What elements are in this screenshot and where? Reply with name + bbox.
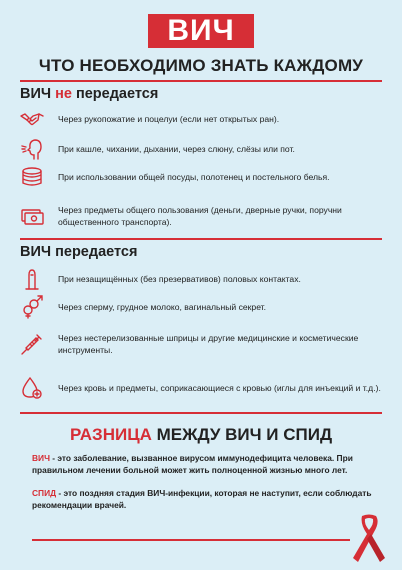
title-badge: ВИЧ	[148, 14, 254, 48]
item-text: Через нестерелизованные шприцы и другие медицинские и косметические инструменты.	[58, 333, 359, 355]
section-divider	[20, 238, 382, 240]
item-text: При кашле, чихании, дыхании, через слюну, слёзы или пот.	[58, 144, 295, 154]
section-divider	[20, 412, 382, 414]
list-item	[20, 160, 382, 194]
aids-term: СПИД	[32, 488, 57, 498]
bottom-divider	[32, 539, 350, 541]
gender-icon	[20, 292, 56, 322]
heading-suffix: передается	[55, 244, 138, 260]
awareness-ribbon-icon	[352, 514, 386, 566]
dishes-icon	[20, 162, 56, 192]
item-text: Через рукопожатие и поцелуи (если нет открытых ран).	[58, 114, 280, 124]
list-item	[20, 290, 382, 324]
page-subtitle: ЧТО НЕОБХОДИМО ЗНАТЬ КАЖДОМУ	[38, 56, 364, 75]
difference-rest: МЕЖДУ ВИЧ И СПИД	[156, 425, 333, 444]
hiv-definition	[32, 452, 382, 476]
aids-text: - это поздняя стадия ВИЧ-инфекции, которая не наступит, если соблюдать рекомендации врачей.	[32, 488, 372, 510]
list-item	[20, 102, 382, 136]
section-heading-not-transmitted	[20, 86, 158, 102]
difference-heading	[0, 425, 402, 445]
item-text: Через предметы общего пользования (деньги, дверные ручки, поручни общественного транспорта).	[58, 205, 342, 227]
blood-drop-icon	[20, 373, 56, 403]
hiv-text: - это заболевание, вызванное вирусом иммунодефицита человека. При правильном лечении больной может жить полноценной жизнью много лет.	[32, 453, 353, 475]
list-item	[20, 196, 382, 236]
heading-prefix: ВИЧ	[20, 86, 52, 102]
item-text: При незащищённых (без презервативов) половых контактах.	[58, 274, 301, 284]
money-icon	[20, 201, 56, 231]
heading-suffix: передается	[75, 86, 159, 102]
difference-accent: РАЗНИЦА	[69, 425, 152, 444]
aids-definition	[32, 487, 382, 511]
item-text: Через сперму, грудное молоко, вагинальный секрет.	[58, 302, 267, 312]
heading-accent: не	[55, 86, 72, 102]
list-item	[20, 368, 382, 408]
item-text: При использовании общей посуды, полотенец и постельного белья.	[58, 172, 330, 182]
syringe-icon	[20, 329, 56, 359]
item-text: Через кровь и предметы, соприкасающиеся с кровью (иглы для инъекций и т.д.).	[58, 383, 381, 393]
section-heading-transmitted	[20, 244, 137, 260]
heading-prefix: ВИЧ	[20, 244, 52, 260]
list-item	[20, 324, 382, 364]
hiv-term: ВИЧ	[32, 453, 50, 463]
title-divider	[20, 80, 382, 82]
handshake-icon	[20, 104, 56, 134]
